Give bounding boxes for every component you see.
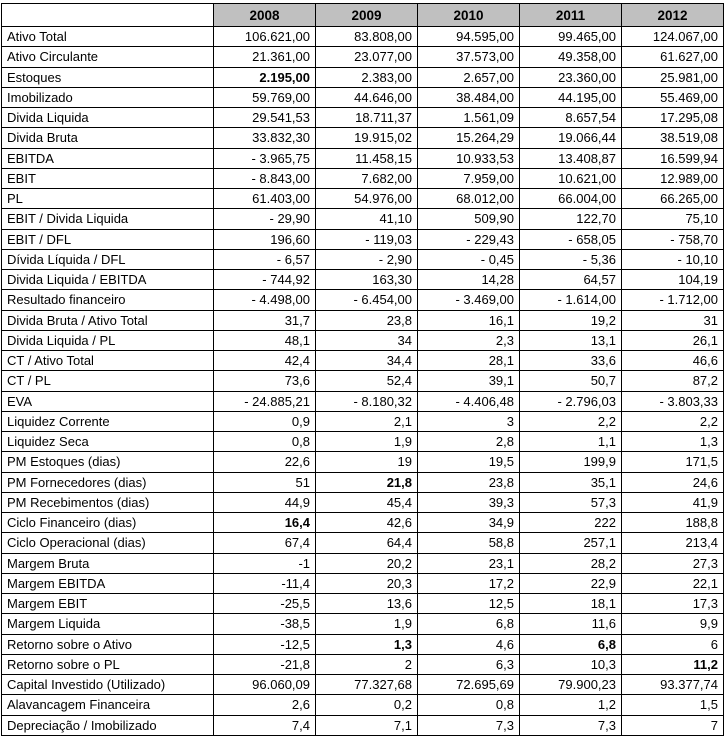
table-row xyxy=(2,452,724,472)
value-cell: 20,2 xyxy=(316,553,418,573)
value-cell: 35,1 xyxy=(520,472,622,492)
value-cell: 67,4 xyxy=(214,533,316,553)
value-cell: 2.383,00 xyxy=(316,67,418,87)
table-row xyxy=(2,614,724,634)
value-cell: 18,1 xyxy=(520,594,622,614)
value-cell: 199,9 xyxy=(520,452,622,472)
value-cell: 124.067,00 xyxy=(622,27,724,47)
value-cell: 1,9 xyxy=(316,614,418,634)
value-cell: 22,9 xyxy=(520,573,622,593)
table-row xyxy=(2,229,724,249)
row-label: Capital Investido (Utilizado) xyxy=(2,675,214,695)
value-cell: 75,10 xyxy=(622,209,724,229)
table-body xyxy=(2,27,724,736)
financial-table xyxy=(1,3,724,736)
value-cell: - 1.614,00 xyxy=(520,290,622,310)
value-cell: 42,6 xyxy=(316,513,418,533)
value-cell: 196,60 xyxy=(214,229,316,249)
value-cell: 188,8 xyxy=(622,513,724,533)
value-cell: 22,1 xyxy=(622,573,724,593)
value-cell: 2,1 xyxy=(316,411,418,431)
value-cell: 16,4 xyxy=(214,513,316,533)
row-label: Margem Bruta xyxy=(2,553,214,573)
value-cell: 6,8 xyxy=(418,614,520,634)
value-cell: 46,6 xyxy=(622,351,724,371)
row-label: Divida Liquida / PL xyxy=(2,330,214,350)
value-cell: 16,1 xyxy=(418,310,520,330)
value-cell: 23.077,00 xyxy=(316,47,418,67)
table-row xyxy=(2,290,724,310)
value-cell: 2 xyxy=(316,654,418,674)
value-cell: 4,6 xyxy=(418,634,520,654)
value-cell: 19,5 xyxy=(418,452,520,472)
value-cell: 33.832,30 xyxy=(214,128,316,148)
value-cell: 10.933,53 xyxy=(418,148,520,168)
row-label: PL xyxy=(2,189,214,209)
value-cell: 83.808,00 xyxy=(316,27,418,47)
value-cell: 7,1 xyxy=(316,715,418,736)
value-cell: 72.695,69 xyxy=(418,675,520,695)
value-cell: 50,7 xyxy=(520,371,622,391)
row-label: EBIT / DFL xyxy=(2,229,214,249)
value-cell: -1 xyxy=(214,553,316,573)
row-label: EBIT xyxy=(2,168,214,188)
row-label: Resultado financeiro xyxy=(2,290,214,310)
value-cell: 79.900,23 xyxy=(520,675,622,695)
value-cell: - 2.796,03 xyxy=(520,391,622,411)
value-cell: 12,5 xyxy=(418,594,520,614)
table-row xyxy=(2,128,724,148)
header-row xyxy=(2,4,724,27)
row-label: PM Recebimentos (dias) xyxy=(2,492,214,512)
value-cell: - 8.843,00 xyxy=(214,168,316,188)
table-row xyxy=(2,27,724,47)
value-cell: 2.657,00 xyxy=(418,67,520,87)
value-cell: - 2,90 xyxy=(316,249,418,269)
value-cell: 21,8 xyxy=(316,472,418,492)
table-row xyxy=(2,270,724,290)
table-row xyxy=(2,108,724,128)
table-row xyxy=(2,492,724,512)
value-cell: 17,3 xyxy=(622,594,724,614)
value-cell: 23,8 xyxy=(316,310,418,330)
value-cell: 29.541,53 xyxy=(214,108,316,128)
value-cell: 93.377,74 xyxy=(622,675,724,695)
table-row xyxy=(2,634,724,654)
table-row xyxy=(2,573,724,593)
value-cell: 27,3 xyxy=(622,553,724,573)
value-cell: 28,1 xyxy=(418,351,520,371)
table-row xyxy=(2,675,724,695)
value-cell: 13,1 xyxy=(520,330,622,350)
table-row xyxy=(2,513,724,533)
value-cell: 7,4 xyxy=(214,715,316,736)
value-cell: 21.361,00 xyxy=(214,47,316,67)
value-cell: 24,6 xyxy=(622,472,724,492)
row-label: Divida Liquida xyxy=(2,108,214,128)
table-row xyxy=(2,148,724,168)
row-label: PM Estoques (dias) xyxy=(2,452,214,472)
value-cell: 42,4 xyxy=(214,351,316,371)
value-cell: 3 xyxy=(418,411,520,431)
value-cell: 1,9 xyxy=(316,432,418,452)
value-cell: 26,1 xyxy=(622,330,724,350)
value-cell: 25.981,00 xyxy=(622,67,724,87)
value-cell: 13.408,87 xyxy=(520,148,622,168)
value-cell: 96.060,09 xyxy=(214,675,316,695)
value-cell: 52,4 xyxy=(316,371,418,391)
value-cell: 64,57 xyxy=(520,270,622,290)
value-cell: 1,3 xyxy=(622,432,724,452)
value-cell: - 0,45 xyxy=(418,249,520,269)
value-cell: 11.458,15 xyxy=(316,148,418,168)
value-cell: - 4.406,48 xyxy=(418,391,520,411)
value-cell: 257,1 xyxy=(520,533,622,553)
value-cell: 45,4 xyxy=(316,492,418,512)
value-cell: 66.265,00 xyxy=(622,189,724,209)
year-header: 2009 xyxy=(316,4,418,27)
value-cell: - 1.712,00 xyxy=(622,290,724,310)
value-cell: 122,70 xyxy=(520,209,622,229)
value-cell: - 29,90 xyxy=(214,209,316,229)
value-cell: - 5,36 xyxy=(520,249,622,269)
value-cell: 55.469,00 xyxy=(622,87,724,107)
table-row xyxy=(2,87,724,107)
table-row xyxy=(2,371,724,391)
value-cell: 38.519,08 xyxy=(622,128,724,148)
value-cell: 9,9 xyxy=(622,614,724,634)
value-cell: 104,19 xyxy=(622,270,724,290)
row-label: Liquidez Seca xyxy=(2,432,214,452)
value-cell: 1.561,09 xyxy=(418,108,520,128)
value-cell: 28,2 xyxy=(520,553,622,573)
value-cell: 19.066,44 xyxy=(520,128,622,148)
row-label: Margem EBITDA xyxy=(2,573,214,593)
value-cell: - 229,43 xyxy=(418,229,520,249)
value-cell: 1,5 xyxy=(622,695,724,715)
value-cell: - 744,92 xyxy=(214,270,316,290)
value-cell: - 658,05 xyxy=(520,229,622,249)
year-header: 2012 xyxy=(622,4,724,27)
row-label: Depreciação / Imobilizado xyxy=(2,715,214,736)
value-cell: 37.573,00 xyxy=(418,47,520,67)
value-cell: 54.976,00 xyxy=(316,189,418,209)
value-cell: 34,9 xyxy=(418,513,520,533)
value-cell: - 24.885,21 xyxy=(214,391,316,411)
value-cell: 61.627,00 xyxy=(622,47,724,67)
value-cell: 39,3 xyxy=(418,492,520,512)
table-row xyxy=(2,654,724,674)
value-cell: 11,6 xyxy=(520,614,622,634)
value-cell: 38.484,00 xyxy=(418,87,520,107)
value-cell: -11,4 xyxy=(214,573,316,593)
value-cell: 222 xyxy=(520,513,622,533)
value-cell: 33,6 xyxy=(520,351,622,371)
row-label: Divida Bruta / Ativo Total xyxy=(2,310,214,330)
value-cell: 23,8 xyxy=(418,472,520,492)
value-cell: 171,5 xyxy=(622,452,724,472)
year-header: 2008 xyxy=(214,4,316,27)
value-cell: 19,2 xyxy=(520,310,622,330)
table-row xyxy=(2,330,724,350)
table-row xyxy=(2,715,724,736)
row-label: Liquidez Corrente xyxy=(2,411,214,431)
value-cell: - 119,03 xyxy=(316,229,418,249)
table-row xyxy=(2,209,724,229)
value-cell: 34 xyxy=(316,330,418,350)
table-row xyxy=(2,533,724,553)
value-cell: - 10,10 xyxy=(622,249,724,269)
table-row xyxy=(2,553,724,573)
value-cell: 6,8 xyxy=(520,634,622,654)
value-cell: 23.360,00 xyxy=(520,67,622,87)
value-cell: 94.595,00 xyxy=(418,27,520,47)
value-cell: 1,3 xyxy=(316,634,418,654)
value-cell: 44.195,00 xyxy=(520,87,622,107)
value-cell: 77.327,68 xyxy=(316,675,418,695)
value-cell: 20,3 xyxy=(316,573,418,593)
value-cell: - 3.469,00 xyxy=(418,290,520,310)
value-cell: 99.465,00 xyxy=(520,27,622,47)
value-cell: 23,1 xyxy=(418,553,520,573)
row-label: Retorno sobre o Ativo xyxy=(2,634,214,654)
row-label: Retorno sobre o PL xyxy=(2,654,214,674)
year-header: 2011 xyxy=(520,4,622,27)
value-cell: 12.989,00 xyxy=(622,168,724,188)
row-label: Ativo Circulante xyxy=(2,47,214,67)
value-cell: 0,8 xyxy=(214,432,316,452)
value-cell: 14,28 xyxy=(418,270,520,290)
value-cell: -12,5 xyxy=(214,634,316,654)
table-row xyxy=(2,432,724,452)
value-cell: - 8.180,32 xyxy=(316,391,418,411)
value-cell: 31,7 xyxy=(214,310,316,330)
value-cell: 19.915,02 xyxy=(316,128,418,148)
row-label: EBITDA xyxy=(2,148,214,168)
value-cell: 10,3 xyxy=(520,654,622,674)
table-row xyxy=(2,310,724,330)
row-label: Divida Liquida / EBITDA xyxy=(2,270,214,290)
value-cell: 19 xyxy=(316,452,418,472)
value-cell: 51 xyxy=(214,472,316,492)
row-label: CT / Ativo Total xyxy=(2,351,214,371)
row-label: EBIT / Divida Liquida xyxy=(2,209,214,229)
table-row xyxy=(2,67,724,87)
value-cell: 6 xyxy=(622,634,724,654)
value-cell: 1,1 xyxy=(520,432,622,452)
value-cell: 41,10 xyxy=(316,209,418,229)
value-cell: 58,8 xyxy=(418,533,520,553)
value-cell: 61.403,00 xyxy=(214,189,316,209)
row-label: Estoques xyxy=(2,67,214,87)
value-cell: 7,3 xyxy=(520,715,622,736)
year-header: 2010 xyxy=(418,4,520,27)
value-cell: 7 xyxy=(622,715,724,736)
row-label: Ciclo Operacional (dias) xyxy=(2,533,214,553)
value-cell: - 4.498,00 xyxy=(214,290,316,310)
value-cell: 11,2 xyxy=(622,654,724,674)
table-row xyxy=(2,249,724,269)
value-cell: 0,2 xyxy=(316,695,418,715)
table-row xyxy=(2,47,724,67)
value-cell: 6,3 xyxy=(418,654,520,674)
row-label: Margem Liquida xyxy=(2,614,214,634)
value-cell: 73,6 xyxy=(214,371,316,391)
value-cell: 1,2 xyxy=(520,695,622,715)
value-cell: - 3.803,33 xyxy=(622,391,724,411)
value-cell: 48,1 xyxy=(214,330,316,350)
value-cell: -38,5 xyxy=(214,614,316,634)
value-cell: 13,6 xyxy=(316,594,418,614)
row-label: Alavancagem Financeira xyxy=(2,695,214,715)
value-cell: 41,9 xyxy=(622,492,724,512)
table-row xyxy=(2,351,724,371)
value-cell: 163,30 xyxy=(316,270,418,290)
value-cell: - 6,57 xyxy=(214,249,316,269)
row-label: Ciclo Financeiro (dias) xyxy=(2,513,214,533)
row-label: Imobilizado xyxy=(2,87,214,107)
value-cell: 2,2 xyxy=(622,411,724,431)
value-cell: - 758,70 xyxy=(622,229,724,249)
value-cell: 17.295,08 xyxy=(622,108,724,128)
table-row xyxy=(2,189,724,209)
value-cell: 8.657,54 xyxy=(520,108,622,128)
row-label: Divida Bruta xyxy=(2,128,214,148)
value-cell: 106.621,00 xyxy=(214,27,316,47)
table-row xyxy=(2,411,724,431)
value-cell: 18.711,37 xyxy=(316,108,418,128)
value-cell: 44,9 xyxy=(214,492,316,512)
value-cell: 49.358,00 xyxy=(520,47,622,67)
value-cell: 59.769,00 xyxy=(214,87,316,107)
value-cell: 2.195,00 xyxy=(214,67,316,87)
row-label: Ativo Total xyxy=(2,27,214,47)
table-row xyxy=(2,391,724,411)
value-cell: 2,6 xyxy=(214,695,316,715)
value-cell: 213,4 xyxy=(622,533,724,553)
row-label: EVA xyxy=(2,391,214,411)
value-cell: 34,4 xyxy=(316,351,418,371)
value-cell: 0,9 xyxy=(214,411,316,431)
value-cell: 7.682,00 xyxy=(316,168,418,188)
value-cell: 509,90 xyxy=(418,209,520,229)
value-cell: 68.012,00 xyxy=(418,189,520,209)
row-label: Dívida Líquida / DFL xyxy=(2,249,214,269)
row-label: PM Fornecedores (dias) xyxy=(2,472,214,492)
value-cell: 64,4 xyxy=(316,533,418,553)
value-cell: 2,8 xyxy=(418,432,520,452)
value-cell: 0,8 xyxy=(418,695,520,715)
value-cell: 66.004,00 xyxy=(520,189,622,209)
value-cell: -21,8 xyxy=(214,654,316,674)
value-cell: 2,3 xyxy=(418,330,520,350)
value-cell: - 3.965,75 xyxy=(214,148,316,168)
value-cell: 22,6 xyxy=(214,452,316,472)
corner-cell xyxy=(2,4,214,27)
value-cell: 15.264,29 xyxy=(418,128,520,148)
value-cell: 17,2 xyxy=(418,573,520,593)
value-cell: 10.621,00 xyxy=(520,168,622,188)
table-row xyxy=(2,695,724,715)
value-cell: -25,5 xyxy=(214,594,316,614)
value-cell: 2,2 xyxy=(520,411,622,431)
row-label: CT / PL xyxy=(2,371,214,391)
value-cell: 87,2 xyxy=(622,371,724,391)
table-row xyxy=(2,594,724,614)
value-cell: 39,1 xyxy=(418,371,520,391)
table-row xyxy=(2,168,724,188)
value-cell: - 6.454,00 xyxy=(316,290,418,310)
value-cell: 44.646,00 xyxy=(316,87,418,107)
value-cell: 7.959,00 xyxy=(418,168,520,188)
table-row xyxy=(2,472,724,492)
value-cell: 57,3 xyxy=(520,492,622,512)
row-label: Margem EBIT xyxy=(2,594,214,614)
value-cell: 7,3 xyxy=(418,715,520,736)
value-cell: 16.599,94 xyxy=(622,148,724,168)
value-cell: 31 xyxy=(622,310,724,330)
